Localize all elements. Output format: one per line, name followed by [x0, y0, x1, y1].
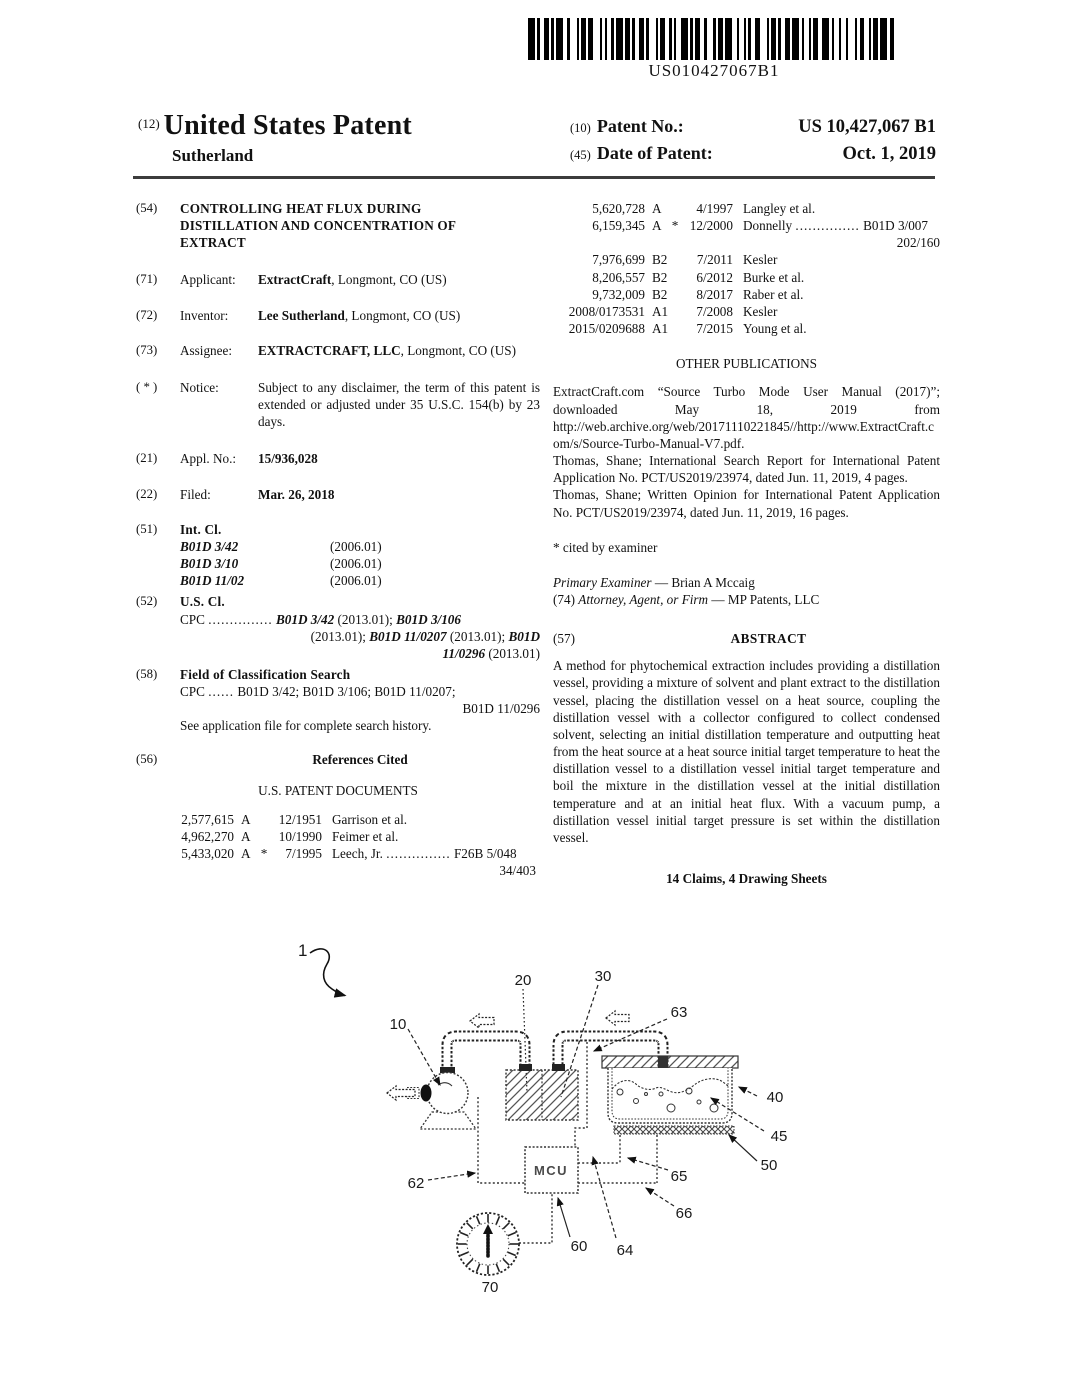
ref-number: 7,976,699: [592, 252, 645, 268]
ref-date: 6/2012: [696, 269, 733, 285]
inventor-name: Lee Sutherland: [258, 307, 345, 323]
claims-summary: 14 Claims, 4 Drawing Sheets: [666, 871, 827, 886]
int-cl-year: (2006.01): [330, 556, 382, 572]
mcu-controller: [525, 1147, 578, 1193]
cpc-class: B01D 3/42: [275, 611, 335, 627]
section-52-us-cl: [136, 593, 540, 662]
vessel-outer-wall: [608, 1068, 732, 1123]
int-cl-year: (2006.01): [330, 538, 382, 554]
references-table-right: [553, 200, 940, 337]
section-22-filed: [136, 486, 540, 503]
ref-star: *: [260, 846, 268, 862]
int-cl-class: B01D 3/42: [180, 538, 239, 554]
field-search-heading: Field of Classification Search: [180, 666, 351, 682]
attorney-name: MP Patents, LLC: [727, 591, 820, 607]
left-column: [136, 200, 540, 880]
patent-number-row: [570, 116, 936, 138]
date-code: (45): [570, 148, 591, 162]
section-58-field-search: [136, 666, 540, 735]
patent-no-label: Patent No.:: [596, 116, 684, 136]
kind-code: (12): [138, 116, 160, 131]
section-73-assignee: [136, 342, 540, 359]
appl-no-label: Appl. No.:: [180, 451, 237, 467]
cpc-label: CPC: [180, 684, 205, 700]
vacuum-pump: [407, 1067, 468, 1114]
date-label: Date of Patent:: [596, 143, 713, 163]
reference-row: [553, 251, 940, 268]
flow-arrow-pipe2-icon: [606, 1011, 629, 1025]
vessel-lid: [602, 1056, 738, 1068]
cpc-class: 11/0296: [442, 645, 486, 661]
reference-row: [553, 303, 940, 320]
section-code: (58): [136, 666, 158, 681]
inventor-value: [258, 307, 540, 324]
inventor-surname: Sutherland: [172, 146, 254, 165]
ref-star: [669, 251, 681, 268]
ref-name: Kesler: [743, 303, 778, 319]
patent-date-row: [570, 143, 936, 165]
section-code: (57): [553, 631, 575, 647]
pipe-pump-to-condenser: [447, 1036, 525, 1075]
ref-number: 5,433,020: [181, 846, 234, 862]
figure-ref-1: 1: [298, 941, 308, 960]
reference-row: [553, 200, 940, 217]
section-code: (73): [136, 342, 158, 357]
section-21-appl-no: [136, 450, 540, 467]
cpc-year: (2013.01): [488, 645, 540, 661]
other-publications-heading: OTHER PUBLICATIONS: [675, 356, 818, 372]
section-72-inventor: [136, 307, 540, 324]
ref-name: Feimer et al.: [332, 829, 399, 845]
cpc-year: (2013.01);: [310, 628, 366, 644]
flow-arrow-pipe1-icon: [470, 1014, 494, 1028]
int-cl-class: B01D 3/10: [180, 556, 239, 572]
ref-name: Young et al.: [743, 321, 807, 337]
ref-name: Langley et al.: [743, 201, 816, 216]
ref-date: 4/1997: [696, 201, 733, 216]
ref-number: 2008/0173531: [568, 303, 645, 319]
header-right: [570, 116, 936, 170]
control-knob: [457, 1213, 519, 1275]
cpc-class: B01D 11/0207: [369, 628, 447, 644]
date-value: Oct. 1, 2019: [842, 144, 936, 164]
figure-ref-50: 50: [760, 1157, 778, 1174]
ref-date: 12/1951: [278, 811, 322, 827]
ref-star: [258, 811, 270, 828]
section-code: (52): [136, 594, 158, 609]
ref-kind: A1: [652, 303, 669, 319]
dot-leader: ......: [208, 684, 235, 700]
ref-star: [669, 320, 681, 337]
section-code: (72): [136, 307, 158, 322]
ref-star: [669, 286, 681, 303]
references-heading: References Cited: [312, 751, 408, 767]
examiner-label: Primary Examiner: [553, 574, 652, 590]
ref-date: 7/1995: [285, 846, 322, 862]
right-column: [553, 198, 940, 887]
us-cl-heading: U.S. Cl.: [180, 594, 225, 610]
condenser-collector: [506, 1064, 578, 1120]
ref-date: 7/2008: [696, 303, 733, 319]
publication-item: Thomas, Shane; International Search Report for International Patent Application No. PCT/US2019/23974, dated Jun. 11, 2019, 4 pages.: [553, 453, 940, 486]
squiggle-leader-line: [310, 949, 345, 996]
ref-name: Kesler: [743, 252, 778, 268]
figure-ref-30: 30: [594, 968, 612, 985]
mcu-label: MCU: [533, 1163, 569, 1178]
ref-number: 5,620,728: [592, 201, 645, 216]
heating-element: [614, 1126, 734, 1134]
ref-date: 7/2015: [696, 321, 733, 337]
ref-star: [669, 269, 681, 286]
filed-value: Mar. 26, 2018: [258, 486, 335, 502]
us-patent-documents-heading: U.S. PATENT DOCUMENTS: [258, 782, 418, 798]
publication-item: Thomas, Shane; Written Opinion for International Patent Application No. PCT/US2019/23974, dated Jun. 11, 2019, 16 pages.: [553, 487, 940, 520]
ref-date: 10/1990: [278, 829, 322, 845]
section-56-references: [136, 751, 540, 768]
figure-ref-60: 60: [570, 1238, 588, 1255]
cpc-class: B01D: [508, 628, 540, 644]
cpc-year: (2013.01);: [449, 628, 506, 644]
section-notice: [136, 379, 540, 430]
us-cl-line1: [180, 611, 540, 628]
ref-star: [258, 828, 270, 845]
section-code: ( * ): [136, 379, 158, 394]
figure-ref-65: 65: [670, 1168, 688, 1185]
ref-continuation: 202/160: [896, 235, 940, 251]
cpc-class: B01D 3/106: [396, 611, 461, 627]
ref-number: 8,206,557: [592, 269, 645, 285]
ref-name: Burke et al.: [743, 269, 805, 285]
ref-kind: B2: [652, 252, 668, 268]
pump-nozzle: [421, 1085, 432, 1102]
int-cl-class: B01D 11/02: [180, 573, 245, 589]
patent-no-code: (10): [570, 121, 591, 135]
assignee-label: Assignee:: [180, 342, 233, 358]
ref-kind: A: [241, 846, 251, 862]
cpc-label: CPC: [180, 611, 205, 627]
field-search-line1: [180, 683, 540, 700]
reference-row: [164, 811, 536, 828]
abstract-heading-row: [553, 630, 940, 647]
figure-ref-45: 45: [770, 1128, 788, 1145]
applicant-value: [258, 271, 540, 288]
figure-ref-64: 64: [616, 1242, 634, 1259]
reference-row: [164, 828, 536, 845]
header-left: [138, 110, 412, 166]
appl-no-value: 15/936,028: [258, 451, 318, 467]
cited-by-examiner-note: * cited by examiner: [553, 539, 658, 555]
ref-date: 7/2011: [696, 252, 733, 268]
figure-ref-62: 62: [407, 1175, 425, 1192]
invention-title: CONTROLLING HEAT FLUX DURING DISTILLATION AND CONCENTRATION OF EXTRACT: [180, 201, 456, 251]
figure-ref-10: 10: [389, 1016, 407, 1033]
section-code: (56): [136, 751, 158, 766]
section-code: (22): [136, 486, 158, 501]
section-code: (74): [553, 591, 575, 607]
cpc-year: (2013.01);: [337, 611, 393, 627]
publication-item: ExtractCraft.com “Source Turbo Mode User Manual (2017)”; downloaded May 18, 2019 from http://web.archive.org/web/20171110221845//http://www.ExtractCraft.com/s/Source-Turbo-Manual-V7.pdf.: [553, 384, 940, 451]
ref-number: 2,577,615: [181, 811, 234, 827]
document-title: United States Patent: [163, 110, 412, 141]
int-cl-heading: Int. Cl.: [180, 521, 222, 537]
field-search-line2: B01D 11/0296: [462, 701, 540, 717]
assignee-location: , Longmont, CO (US): [400, 342, 517, 358]
ref-name: Donnelly ............... B01D 3/007: [743, 218, 928, 234]
attorney-label: Attorney, Agent, or Firm: [578, 591, 709, 607]
ref-kind: A: [652, 201, 662, 216]
section-code: (54): [136, 201, 158, 215]
abstract-heading: ABSTRACT: [730, 631, 807, 647]
filed-label: Filed:: [180, 486, 211, 502]
notice-label: Notice:: [180, 379, 219, 395]
ref-number: 2015/0209688: [568, 321, 645, 337]
patent-no-value: US 10,427,067 B1: [798, 117, 936, 137]
barcode: [528, 18, 900, 60]
condenser-outlet-port: [552, 1064, 565, 1071]
ref-kind: B2: [652, 269, 668, 285]
dash: —: [711, 591, 725, 607]
dot-leader: ...............: [208, 611, 273, 627]
reference-row: [553, 217, 940, 234]
notice-text: Subject to any disclaimer, the term of this patent is extended or adjusted under 35 U.S.C. 154(b) by 23 days.: [258, 379, 540, 430]
search-classes: B01D 3/42; B01D 3/106; B01D 11/0207;: [237, 684, 456, 700]
abstract-text: A method for phytochemical extraction includes providing a distillation vessel, providing a mixture of solvent and plant extract to the distillation vessel, placing the distillation vessel on a heat source, coupling the distillation vessel with a collector configured to collect condensed solvent, selecting an initial distillation temperature and outputting heat from the heat source at a heat source initial target temperature to heat the distillation vessel to a distillation vessel initial target temperature and boil the mixture in the distillation vessel at the initial distillation temperature and at an initial heat flux. With a vacuum pump, a distillation vessel initial target pressure is set within the distillation vessel.: [553, 658, 940, 845]
applicant-label: Applicant:: [180, 272, 236, 288]
dash: —: [654, 574, 669, 590]
ref-number: 9,732,009: [592, 286, 645, 302]
examiner-name: Brian A Mccaig: [671, 574, 755, 590]
assignee-value: [258, 342, 518, 359]
ref-star: *: [671, 218, 679, 234]
us-cl-line3: [180, 645, 540, 662]
applicant-name: ExtractCraft: [258, 272, 332, 288]
reference-row: [553, 286, 940, 303]
ref-date: 12/2000: [689, 218, 733, 234]
field-search-note: See application file for complete search history.: [180, 718, 432, 734]
reference-row: [553, 320, 940, 337]
vacuum-pump-base: [420, 1112, 476, 1129]
inventor-location: , Longmont, CO (US): [344, 307, 461, 323]
ref-kind: A1: [652, 321, 669, 337]
ref-continuation: 34/403: [499, 863, 536, 879]
references-table-left: [164, 811, 536, 880]
distillation-vessel: [602, 1056, 738, 1134]
applicant-location: , Longmont, CO (US): [331, 272, 447, 288]
figure-ref-20: 20: [514, 972, 532, 989]
other-publications: [553, 383, 940, 520]
ref-kind: A: [652, 218, 662, 234]
section-54-title: [136, 200, 540, 251]
section-code: (21): [136, 451, 158, 466]
assignee-name: EXTRACTCRAFT, LLC: [258, 342, 401, 358]
primary-examiner-line: [553, 574, 940, 591]
section-71-applicant: [136, 271, 540, 288]
figure-ref-70: 70: [481, 1279, 499, 1296]
ref-kind: B2: [652, 286, 668, 302]
inventor-label: Inventor:: [180, 307, 229, 323]
section-code: (71): [136, 272, 158, 287]
figure-ref-40: 40: [766, 1089, 784, 1106]
ref-date: 8/2017: [696, 286, 733, 302]
section-code: (51): [136, 521, 158, 536]
header-divider: [133, 176, 935, 179]
ref-star: [669, 200, 681, 217]
ref-number: 6,159,345: [592, 218, 645, 234]
int-cl-year: (2006.01): [330, 573, 382, 589]
patent-figure: [280, 925, 820, 1325]
reference-row: [553, 269, 940, 286]
reference-row: [164, 845, 536, 862]
figure-ref-63: 63: [670, 1004, 688, 1021]
attorney-line: [553, 591, 940, 608]
ref-name: Garrison et al.: [332, 811, 408, 827]
figure-ref-66: 66: [675, 1205, 693, 1222]
ref-kind: A: [241, 829, 251, 845]
section-51-int-cl: [136, 521, 540, 590]
ref-name: Raber et al.: [743, 286, 804, 302]
ref-number: 4,962,270: [181, 829, 234, 845]
ref-name: Leech, Jr. ............... F26B 5/048: [332, 846, 517, 862]
barcode-text: US010427067B1: [648, 61, 780, 80]
ref-star: [669, 303, 681, 320]
ref-kind: A: [241, 811, 251, 827]
us-cl-line2: [180, 628, 540, 645]
